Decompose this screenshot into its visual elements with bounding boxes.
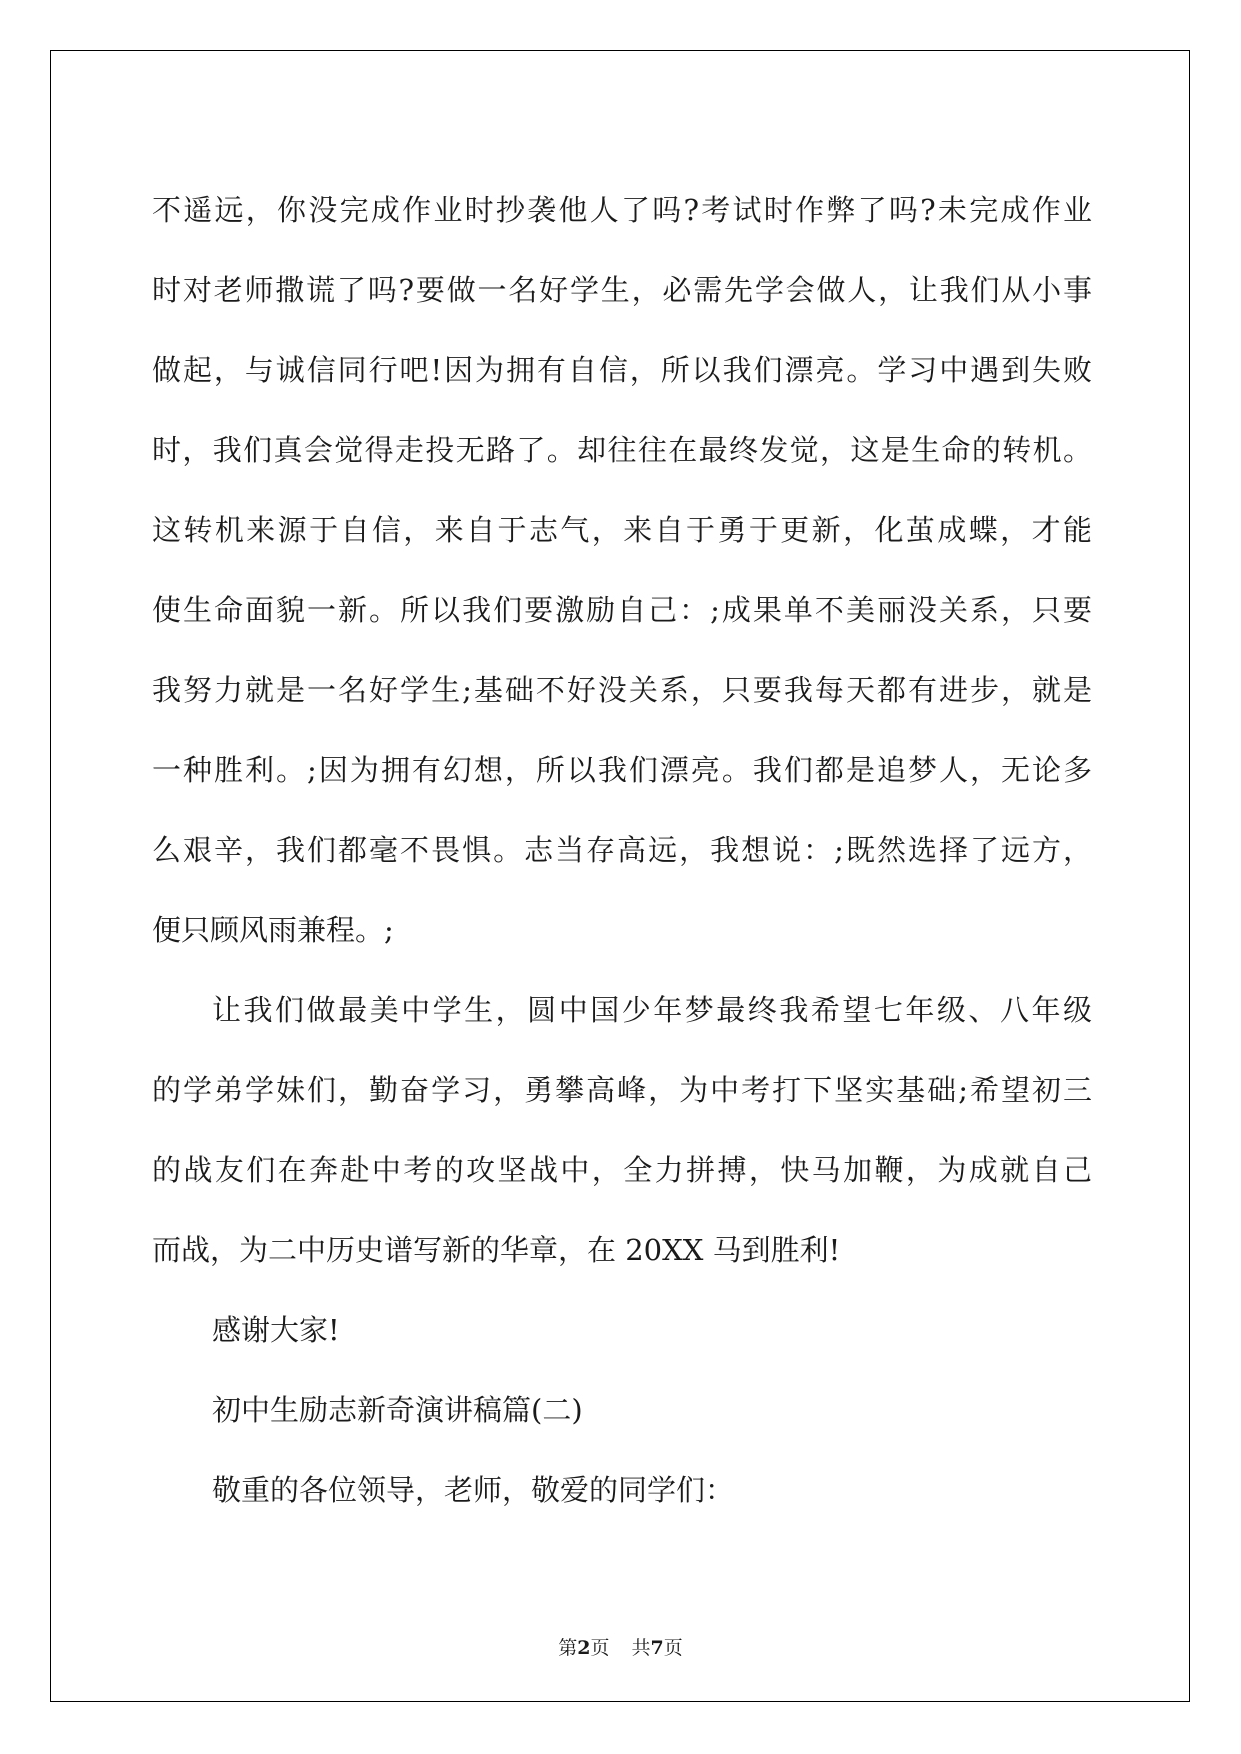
thanks-line: 感谢大家! [212,1313,340,1347]
page-unit: 页 [590,1637,610,1659]
page-total: 7 [650,1637,664,1659]
text-line: 不遥远，你没完成作业时抄袭他人了吗?考试时作弊了吗?未完成作业 [152,193,1092,227]
text-line: 时对老师撒谎了吗?要做一名好学生，必需先学会做人，让我们从小事 [152,273,1092,307]
text-line: 么艰辛，我们都毫不畏惧。志当存高远，我想说：;既然选择了远方， [152,833,1092,867]
greeting-line: 敬重的各位领导，老师，敬爱的同学们： [212,1473,735,1507]
page-footer [0,1636,1241,1660]
text-line: 使生命面貌一新。所以我们要激励自己：;成果单不美丽没关系，只要 [152,593,1092,627]
text-line: 的学弟学妹们，勤奋学习，勇攀高峰，为中考打下坚实基础;希望初三 [152,1073,1092,1107]
total-unit: 页 [663,1637,683,1659]
text-line: 一种胜利。;因为拥有幻想，所以我们漂亮。我们都是追梦人，无论多 [152,753,1092,787]
page-number: 2 [577,1637,591,1659]
text-line: 时，我们真会觉得走投无路了。却往往在最终发觉，这是生命的转机。 [152,433,1092,467]
text-line: 便只顾风雨兼程。; [152,913,394,947]
text-line: 的战友们在奔赴中考的攻坚战中，全力拼搏，快马加鞭，为成就自己 [152,1153,1092,1187]
total-prefix: 共 [631,1637,651,1659]
text-line: 让我们做最美中学生，圆中国少年梦最终我希望七年级、八年级 [212,993,1092,1027]
text-line: 这转机来源于自信，来自于志气，来自于勇于更新，化茧成蝶，才能 [152,513,1092,547]
page-prefix: 第 [558,1637,578,1659]
text-line: 做起，与诚信同行吧!因为拥有自信，所以我们漂亮。学习中遇到失败 [152,353,1092,387]
text-line: 而战，为二中历史谱写新的华章，在 20XX 马到胜利! [152,1233,841,1267]
text-line: 我努力就是一名好学生;基础不好没关系，只要我每天都有进步，就是 [152,673,1092,707]
section-subtitle: 初中生励志新奇演讲稿篇(二) [212,1393,583,1427]
